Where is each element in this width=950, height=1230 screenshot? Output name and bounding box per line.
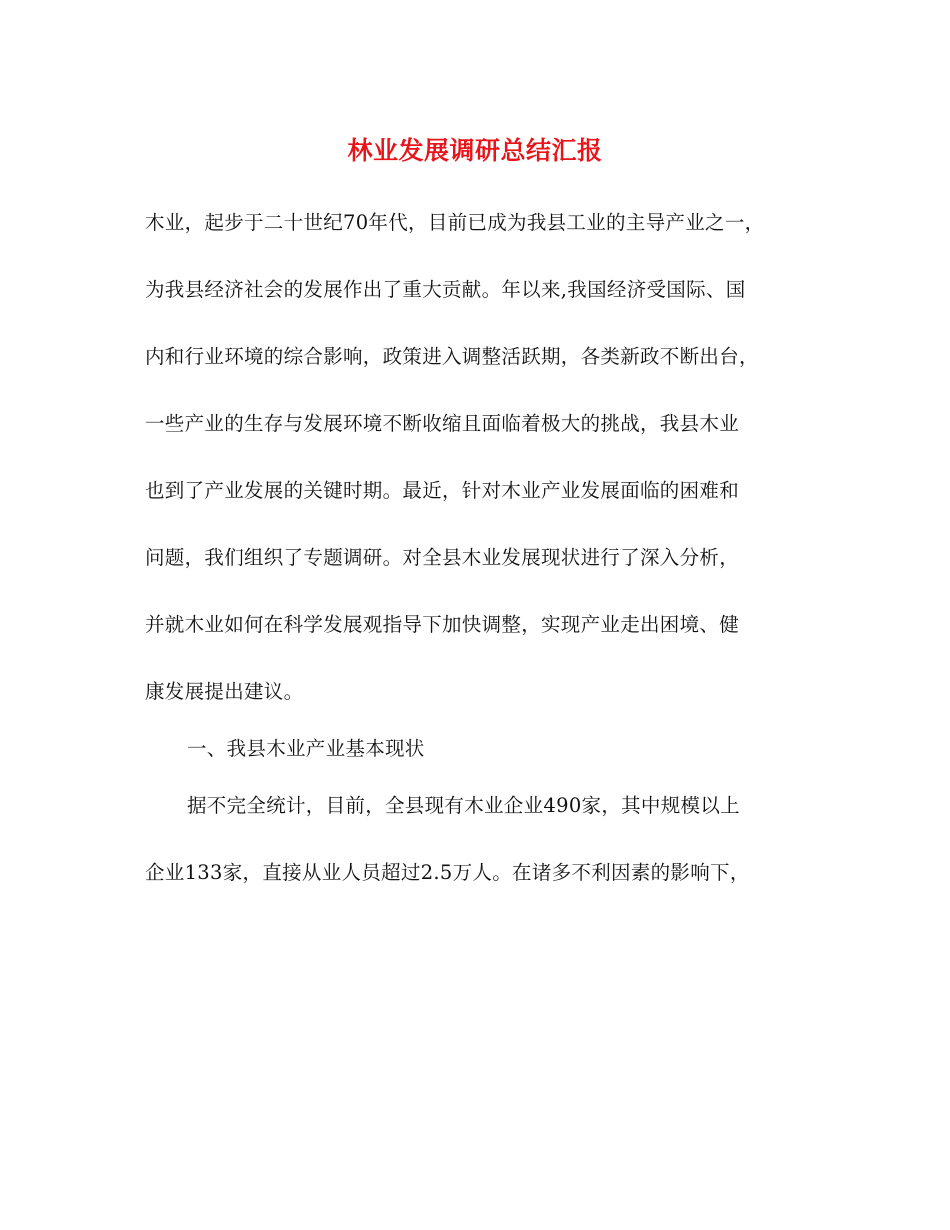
document-title: 林业发展调研总结汇报	[347, 136, 603, 165]
document-body	[145, 200, 810, 917]
body-line: 木业，起步于二十世纪70年代，目前已成为我县工业的主导产业之一，	[145, 211, 765, 234]
body-line: 据不完全统计，目前，全县现有木业企业490家，其中规模以上	[187, 794, 740, 817]
body-line: 企业133家，直接从业人员超过2.5万人。在诸多不利因素的影响下，	[145, 861, 750, 884]
body-line: 内和行业环境的综合影响，政策进入调整活跃期，各类新政不断出台，	[145, 345, 759, 368]
body-line: 一些产业的生存与发展环境不断收缩且面临着极大的挑战，我县木业	[145, 412, 740, 435]
body-line: 也到了产业发展的关键时期。最近，针对木业产业发展面临的困难和	[145, 479, 740, 502]
body-line: 为我县经济社会的发展作出了重大贡献。年以来,我国经济受国际、国	[145, 278, 746, 301]
body-line: 问题，我们组织了专题调研。对全县木业发展现状进行了深入分析，	[145, 546, 740, 569]
body-line: 康发展提出建议。	[145, 680, 304, 703]
body-line: 并就木业如何在科学发展观指导下加快调整，实现产业走出困境、健	[145, 613, 740, 636]
section-heading: 一、我县木业产业基本现状	[187, 737, 425, 760]
